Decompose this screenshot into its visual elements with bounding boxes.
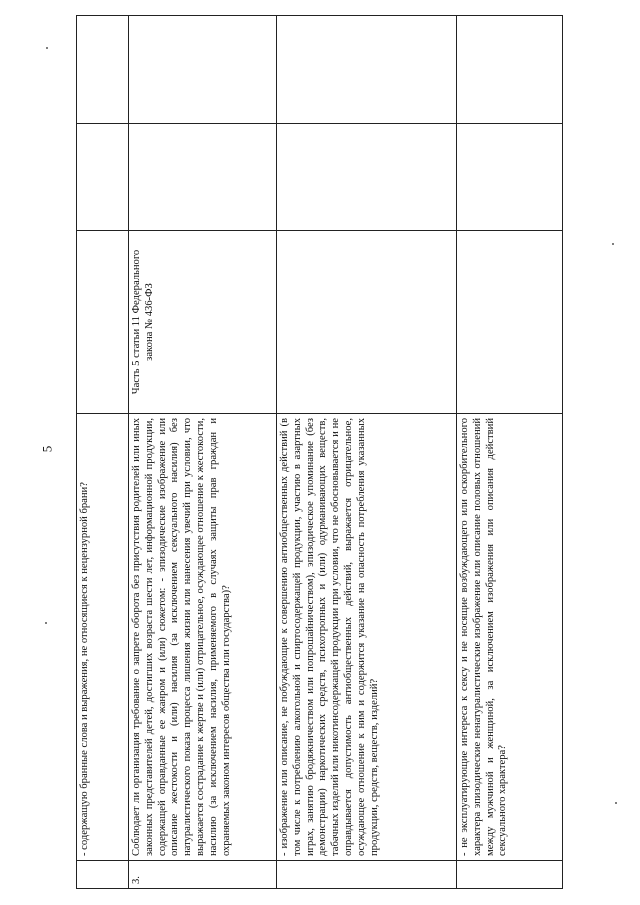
empty-cell (129, 16, 277, 124)
empty-cell (457, 16, 563, 124)
question-cell: - изображение или описание, не побуждающие к совершению антиобщественных действий (в том числе к потреблению алкогольной и спиртосодержащей продукции, участию в азартных играх, занятию бродяжничеством или попрошайничеством), эпизодическое упоминание (без демонстрации) наркотических средств, психотропных и (или) одурманивающих веществ, табачных изделий или никотинсодержащей продукции при условии, что не обосновывается и не оправдывается допустимость антиобщественных действий, выражается отрицательное, осуждающее отношение к ним и содержится указание на опасность потребления указанных продукции, средств, веществ, изделий? (277, 414, 457, 861)
page-number: 5 (39, 445, 55, 453)
table-row (457, 16, 563, 889)
empty-cell (457, 124, 563, 231)
rotated-table-wrapper (76, 16, 562, 889)
row-number-cell (457, 861, 563, 889)
scan-speck (612, 243, 614, 245)
table-row (77, 16, 129, 889)
inspection-table (76, 15, 563, 889)
question-cell: - не эксплуатирующие интереса к сексу и не носящие возбуждающего или оскорбительного характера эпизодические ненатуралистические изображение или описание половых отношений между мужчиной и женщиной, за исключением изображения или описания действий сексуального характера? (457, 414, 563, 861)
row-number-cell (277, 861, 457, 889)
scan-speck (45, 622, 47, 624)
empty-cell (77, 124, 129, 231)
empty-cell (277, 16, 457, 124)
table-row (129, 16, 277, 889)
legal-reference-cell: Часть 5 статьи 11 Федерального закона № 436-ФЗ (129, 231, 277, 414)
legal-reference-cell (77, 231, 129, 414)
question-cell: - содержащую бранные слова и выражения, не относящиеся к нецензурной брани? (77, 414, 129, 861)
legal-reference-cell (457, 231, 563, 414)
question-cell: Соблюдает ли организация требование о запрете оборота без присутствия родителей или иных законных представителей детей, достигших возраста шести лет, информационной продукции, содержащей оправданные ее жанром и (или) сюжетом: - эпизодические изображение или описание жестокости и (или) насилия (за исключением сексуального насилия) без натуралистического показа процесса лишения жизни или нанесения увечий при условии, что выражается сострадание к жертве и (или) отрицательное, осуждающее отношение к жестокости, насилию (за исключением насилия, применяемого в случаях защиты прав граждан и охраняемых законом интересов общества или государства)? (129, 414, 277, 861)
legal-reference-cell (277, 231, 457, 414)
row-number-cell: 3. (129, 861, 277, 889)
scan-speck (615, 802, 617, 804)
empty-cell (277, 124, 457, 231)
row-number-cell (77, 861, 129, 889)
empty-cell (129, 124, 277, 231)
table-row (277, 16, 457, 889)
empty-cell (77, 16, 129, 124)
scan-speck (46, 47, 48, 49)
